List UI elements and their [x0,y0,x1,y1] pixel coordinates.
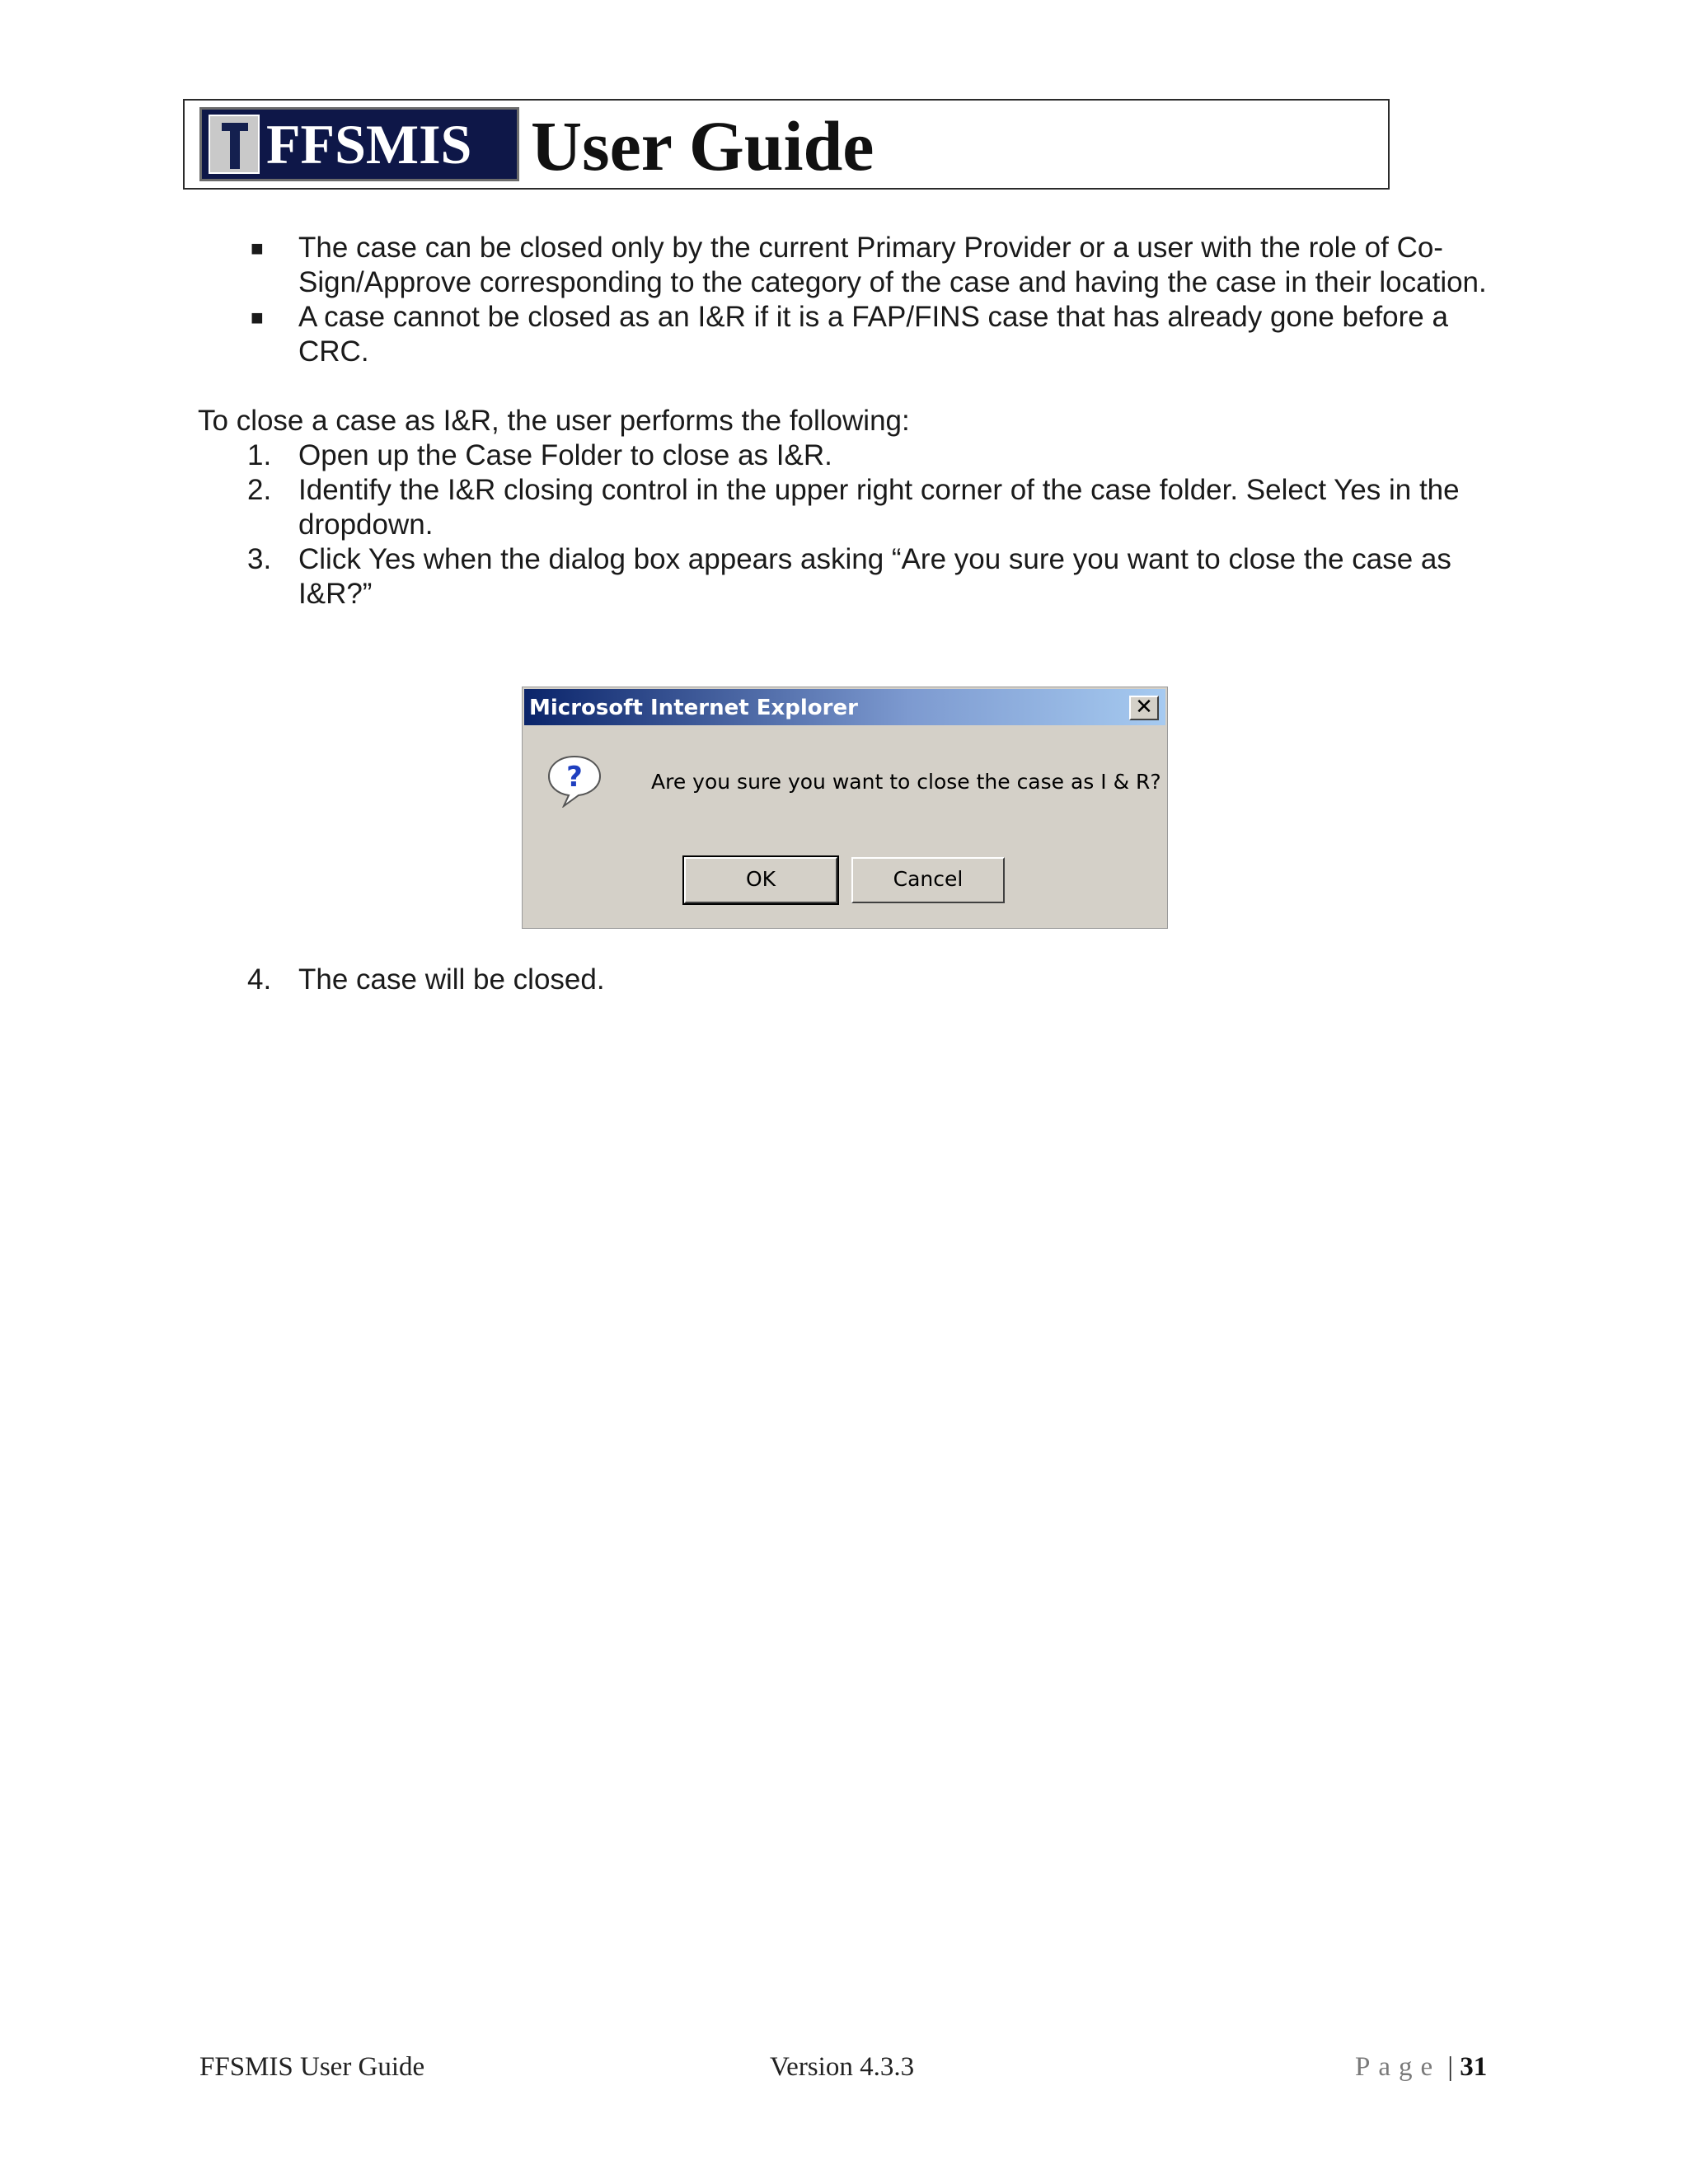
logo-text: FFSMIS [266,113,472,176]
dialog-title: Microsoft Internet Explorer [529,696,858,720]
page-title: User Guide [531,106,874,185]
step-text: Open up the Case Folder to close as I&R. [298,439,832,471]
footer-doc-title: FFSMIS User Guide [199,2052,425,2082]
bullet-item [198,231,1500,300]
step-text: The case will be closed. [298,963,605,996]
bullet-item [198,300,1500,369]
bullet-text: The case can be closed only by the current Primary Provider or a user with the role of Co-Sign/Approve corresponding to the category of the case and having the case in their location. [298,232,1487,298]
bullet-text: A case cannot be closed as an I&R if it is a FAP/FINS case that has already gone before a CRC. [298,301,1448,368]
bullet-square-icon: ■ [251,236,264,260]
question-icon [546,753,603,808]
dialog-titlebar[interactable] [524,689,1165,725]
intro-text: To close a case as I&R, the user performs the following: [198,405,910,437]
page-separator: | [1441,2052,1461,2082]
page-label: Page [1355,2052,1442,2082]
ok-button[interactable]: OK [684,857,837,903]
step-item [198,542,1500,612]
step-item [198,473,1500,542]
bullet-square-icon: ■ [251,305,264,330]
step-number: 4. [247,963,272,996]
lighthouse-icon [209,115,260,174]
confirm-dialog [522,687,1168,929]
step-number: 2. [247,474,272,506]
footer-page [1355,2052,1487,2083]
main-content [198,231,1500,612]
step-text: Click Yes when the dialog box appears asking “Are you sure you want to close the case as I&R?” [298,543,1451,610]
footer-version: Version 4.3.3 [770,2052,915,2082]
cancel-button[interactable]: Cancel [851,857,1005,903]
step-number: 3. [247,543,272,575]
dialog-message: Are you sure you want to close the case as I & R? [651,770,1161,794]
ffsmis-logo [199,107,519,181]
step-item [198,438,1500,473]
step-text: Identify the I&R closing control in the upper right corner of the case folder. Select Yes in the dropdown. [298,474,1460,541]
close-button[interactable]: ✕ [1129,696,1159,720]
svg-text:?: ? [566,761,583,794]
step-row [198,963,1500,997]
header-box [183,99,1390,190]
step-number: 1. [247,439,272,471]
step-item [198,963,1500,997]
page-number: 31 [1460,2052,1488,2082]
